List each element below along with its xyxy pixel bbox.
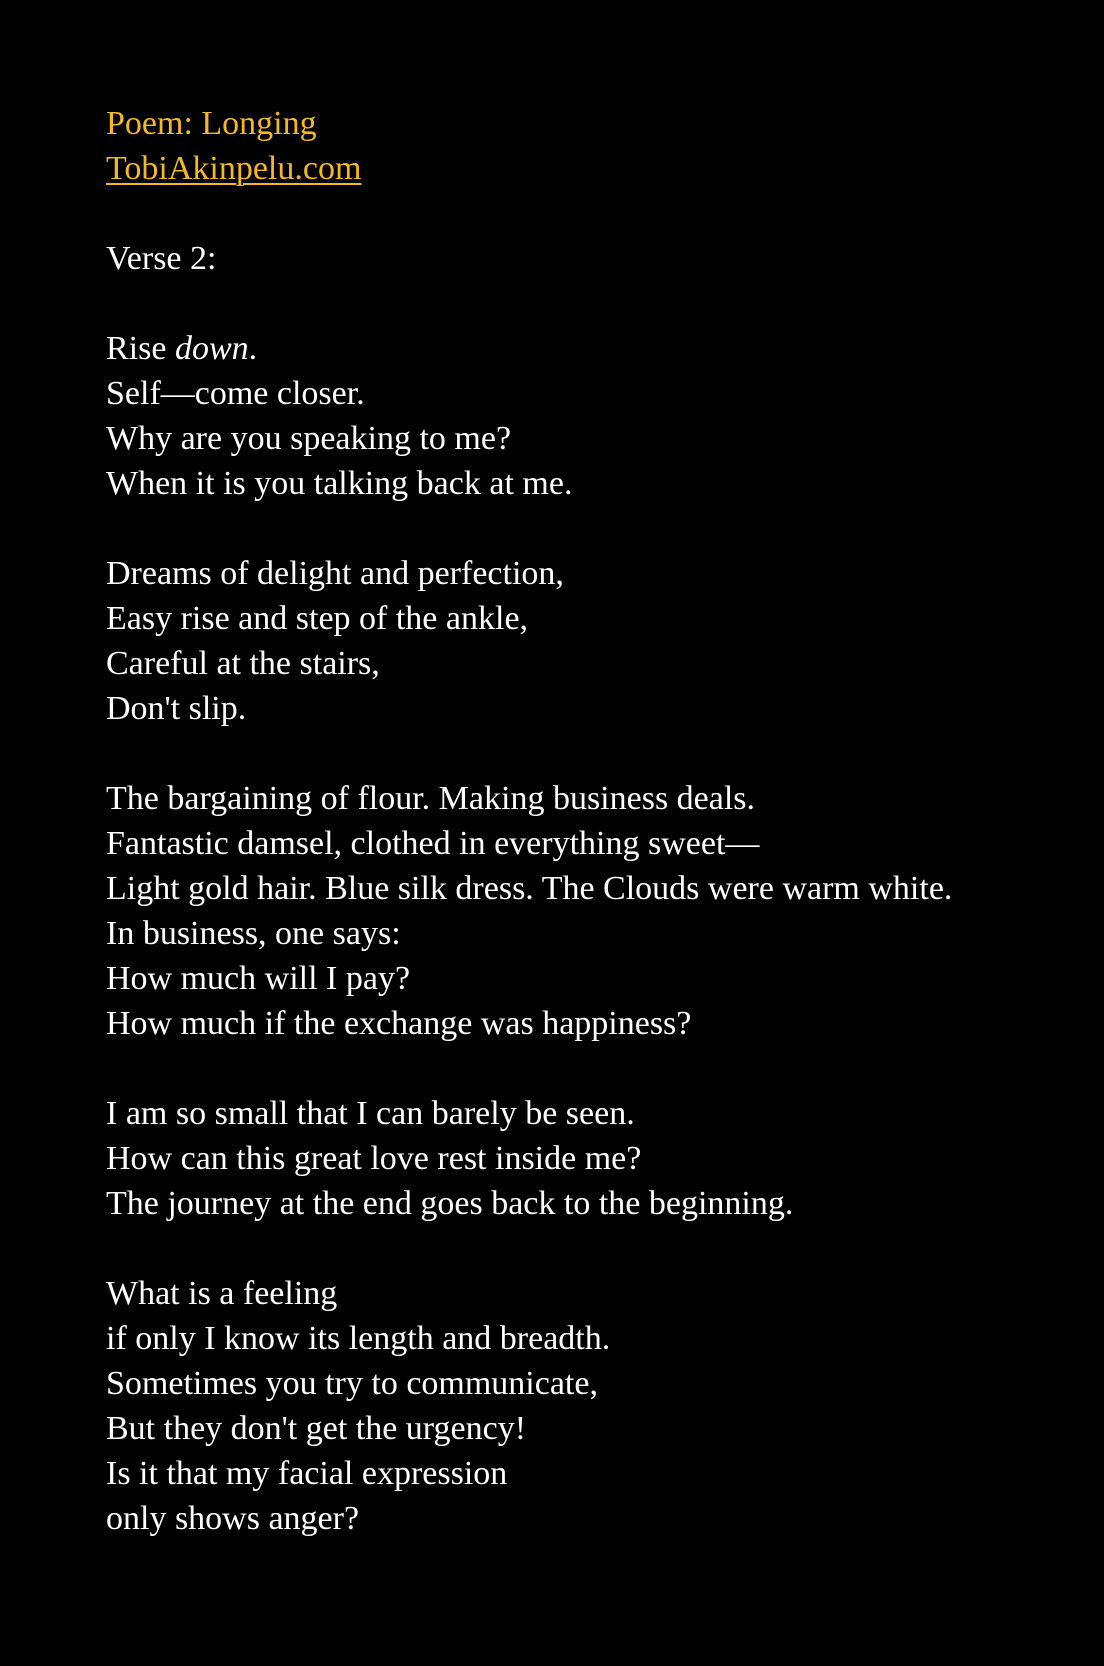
poem-title: Poem: Longing [106,105,317,142]
poem-line: only shows anger? [106,1500,360,1537]
poem-line: Self—come closer. [106,375,365,412]
poem-line: How much will I pay? [106,960,411,997]
poem-text: . [248,330,258,367]
poem-text: Rise [106,330,175,367]
spacer [106,1046,1066,1091]
stanza-2 [106,551,1066,731]
poem-line: How much if the exchange was happiness? [106,1005,692,1042]
stanza-5 [106,1271,1066,1541]
poem-line: Easy rise and step of the ankle, [106,600,529,637]
emphasized-word: down [174,330,249,367]
spacer [106,1226,1066,1271]
poem-line: What is a feeling [106,1275,338,1312]
poem-line: But they don't get the urgency! [106,1410,527,1447]
poem-line: The bargaining of flour. Making business deals. [106,780,756,817]
stanza-4 [106,1091,1066,1226]
verse-label: Verse 2: [106,240,217,277]
spacer [106,506,1066,551]
poem-document [106,101,1066,1541]
poem-line [106,326,1066,371]
poem-line: How can this great love rest inside me? [106,1140,642,1177]
poem-line: Sometimes you try to communicate, [106,1365,598,1402]
poem-line: When it is you talking back at me. [106,465,573,502]
poem-line: The journey at the end goes back to the beginning. [106,1185,794,1222]
poem-line: Is it that my facial expression [106,1455,508,1492]
spacer [106,731,1066,776]
poem-line: Light gold hair. Blue silk dress. The Clouds were warm white. [106,870,953,907]
stanza-3 [106,776,1066,1046]
spacer [106,191,1066,236]
poem-line: In business, one says: [106,915,401,952]
spacer [106,281,1066,326]
poem-line: Fantastic damsel, clothed in everything sweet— [106,825,760,862]
stanza-1 [106,326,1066,506]
poem-line: I am so small that I can barely be seen. [106,1095,635,1132]
poem-line: Dreams of delight and perfection, [106,555,564,592]
poem-line: Don't slip. [106,690,247,727]
poem-line: Why are you speaking to me? [106,420,512,457]
poem-line: Careful at the stairs, [106,645,380,682]
site-link[interactable]: TobiAkinpelu.com [106,150,362,187]
poem-line: if only I know its length and breadth. [106,1320,611,1357]
